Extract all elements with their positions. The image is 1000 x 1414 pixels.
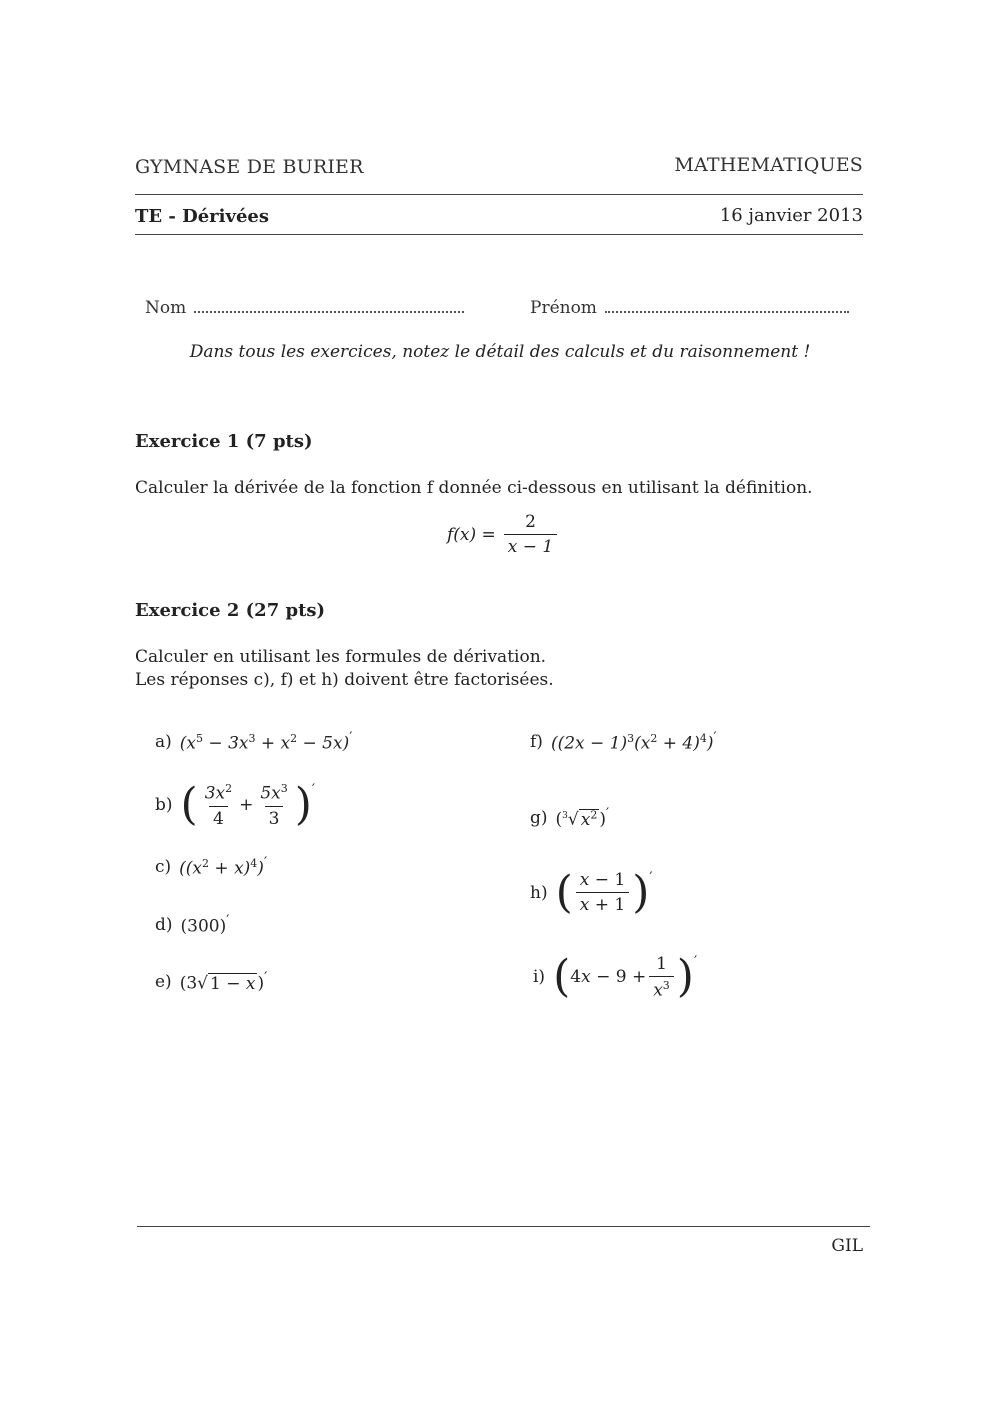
- item-c-label: c): [155, 856, 172, 877]
- exercise2-item-g: [530, 806, 609, 830]
- exercise2-item-a: [155, 730, 352, 754]
- test-date: 16 janvier 2013: [719, 205, 863, 226]
- item-b-label: b): [155, 795, 173, 816]
- exercise2-line1: Calculer en utilisant les formules de dérivation.: [135, 647, 547, 667]
- item-i-label: i): [533, 967, 546, 988]
- item-a-label: a): [155, 731, 172, 752]
- prenom-dotted-line: [605, 299, 849, 313]
- nom-field: [145, 298, 464, 318]
- nom-label: Nom: [145, 298, 187, 318]
- footer-rule: [137, 1226, 870, 1227]
- school-name: GYMNASE DE BURIER: [135, 156, 364, 178]
- exercise1-title: Exercice 1 (7 pts): [135, 431, 313, 452]
- item-f-label: f): [530, 731, 543, 752]
- subject-name: MATHEMATIQUES: [674, 154, 863, 176]
- exercise2-item-c: [155, 855, 267, 879]
- exercise2-item-b: [155, 779, 316, 831]
- exercise1-text: Calculer la dérivée de la fonction f donnée ci-dessous en utilisant la définition.: [135, 478, 813, 498]
- item-c-expression: $((x^2 + x)^4)'$: [179, 855, 268, 879]
- header-rule-bottom: [135, 234, 863, 235]
- exercise2-item-d: [155, 913, 229, 937]
- prenom-label: Prénom: [530, 298, 597, 318]
- item-h-expression: ( $\frac{x - 1}{x + 1}$ ) ′: [555, 866, 653, 918]
- function-fraction: [504, 512, 557, 557]
- instructions: Dans tous les exercices, notez le détail des calculs et du raisonnement !: [189, 342, 811, 362]
- exercise2-item-f: [530, 730, 717, 754]
- item-e-label: e): [155, 971, 172, 992]
- item-a-expression: $(x^5 - 3x^3 + x^2 - 5x)'$: [179, 730, 353, 754]
- item-g-expression: ($^3$√ $x^2$ )′: [555, 806, 610, 830]
- prenom-field: [530, 298, 849, 318]
- item-g-label: g): [530, 807, 548, 828]
- function-lhs: f(x) =: [447, 524, 496, 545]
- item-d-label: d): [155, 914, 173, 935]
- exercise2-line2: Les réponses c), f) et h) doivent être factorisées.: [135, 670, 554, 690]
- item-f-expression: $((2x - 1)^3(x^2 + 4)^4)'$: [550, 730, 717, 754]
- item-i-expression: ( 4x − 9 + $\frac{1}{x^3}$ ) ′: [553, 951, 698, 1003]
- header-rule-top: [135, 194, 863, 195]
- nom-dotted-line: [194, 299, 464, 313]
- function-numerator: 2: [525, 512, 536, 532]
- exercise2-item-e: [155, 970, 267, 994]
- footer-initials: GIL: [831, 1236, 863, 1256]
- exercise1-function: [447, 512, 560, 557]
- exercise2-title: Exercice 2 (27 pts): [135, 600, 326, 621]
- item-e-expression: (3√ 1 − x )′: [179, 970, 268, 994]
- exercise2-item-i: [533, 951, 698, 1003]
- test-title: TE - Dérivées: [135, 206, 269, 227]
- exercise2-item-h: [530, 866, 653, 918]
- item-b-expression: ( $\frac{3x^2}{4}$ + $\frac{5x^3}{3}$ ) ′: [180, 779, 316, 831]
- item-d-expression: (300)′: [180, 913, 230, 937]
- item-h-label: h): [530, 882, 548, 903]
- function-denominator: x − 1: [504, 534, 557, 557]
